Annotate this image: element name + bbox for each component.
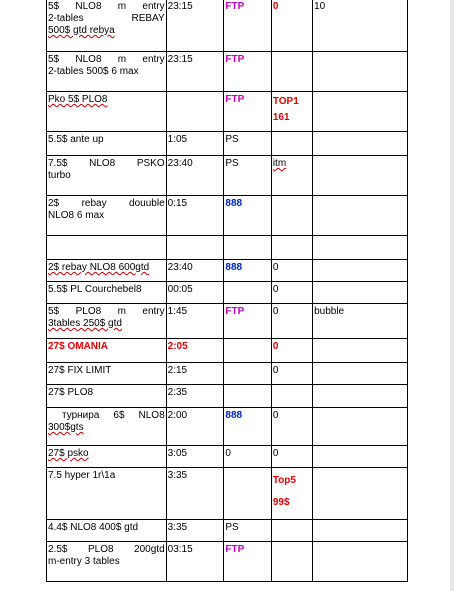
cell-text: 99$ [272, 497, 290, 508]
cell-text: 27$ FIX LIMIT [48, 365, 112, 376]
table-cell-site[interactable] [224, 363, 271, 385]
table-cell-tournament[interactable] [47, 385, 167, 408]
table-cell-site[interactable]: PS [224, 156, 271, 196]
table-cell-time[interactable]: 23:40 [166, 260, 224, 282]
table-cell-result[interactable]: 0 [271, 339, 312, 363]
table-cell-tournament[interactable] [47, 282, 167, 304]
table-cell-tournament[interactable] [47, 446, 167, 468]
cell-text: 2$ rebay douuble [48, 198, 165, 209]
table-cell-note[interactable] [313, 132, 408, 156]
table-cell-time[interactable]: 23:15 [166, 0, 224, 52]
table-cell-site[interactable]: 888 [224, 408, 271, 446]
table-cell-result[interactable] [271, 542, 312, 582]
table-cell-result[interactable]: 0 [271, 0, 312, 52]
table-row [47, 408, 408, 446]
table-cell-result[interactable] [271, 92, 312, 132]
table-row [47, 304, 408, 339]
table-cell-note[interactable] [313, 282, 408, 304]
cell-text: 161 [272, 112, 290, 123]
table-cell-tournament[interactable] [47, 0, 167, 52]
table-cell-result[interactable] [271, 132, 312, 156]
table-row [47, 446, 408, 468]
table-cell-tournament[interactable] [47, 339, 167, 363]
cell-text: Pko 5$ PLO8 [48, 94, 108, 105]
table-cell-note[interactable] [313, 92, 408, 132]
window-edge [450, 0, 454, 591]
table-row [47, 156, 408, 196]
table-row [47, 196, 408, 236]
table-row [47, 468, 408, 520]
table-cell-result[interactable] [271, 156, 312, 196]
table-cell-note[interactable] [313, 542, 408, 582]
table-cell-tournament[interactable] [47, 468, 167, 520]
cell-text: 5.5$ ante up [48, 134, 104, 145]
table-cell-site[interactable]: PS [224, 520, 271, 542]
table-cell-note[interactable] [313, 468, 408, 520]
table-cell-result[interactable]: 0 [271, 446, 312, 468]
table-cell-time[interactable]: 2:15 [166, 363, 224, 385]
cell-text: Top5 [272, 475, 296, 486]
cell-text: 2.5$ PLO8 200gtd [48, 544, 165, 555]
table-cell-note[interactable]: bubble [313, 304, 408, 339]
cell-text: 4.4$ NLO8 400$ gtd [48, 522, 139, 533]
table-cell-note[interactable]: 10 [313, 0, 408, 52]
table-cell-note[interactable] [313, 260, 408, 282]
cell-text: 300$gts [48, 422, 84, 433]
table-cell-site[interactable]: FTP [224, 542, 271, 582]
table-cell-time[interactable]: 2:00 [166, 408, 224, 446]
table-cell-result[interactable]: 0 [271, 282, 312, 304]
table-cell-result[interactable] [271, 196, 312, 236]
table-cell-time[interactable]: 23:15 [166, 52, 224, 92]
table-cell-time[interactable]: 23:40 [166, 156, 224, 196]
table-cell-time[interactable]: 3:35 [166, 520, 224, 542]
table-row [47, 520, 408, 542]
table-cell-result[interactable] [271, 520, 312, 542]
table-cell-site[interactable]: FTP [224, 92, 271, 132]
table-cell-site[interactable]: FTP [224, 52, 271, 92]
table-cell-tournament[interactable] [47, 92, 167, 132]
table-row [47, 260, 408, 282]
table-cell-note[interactable] [313, 363, 408, 385]
table-row [47, 542, 408, 582]
cell-text: 2-tables REBAY [48, 13, 165, 24]
cell-text: TOP1 [272, 96, 299, 107]
table-cell-site[interactable]: 888 [224, 260, 271, 282]
table-cell-tournament[interactable] [47, 408, 167, 446]
table-cell-tournament[interactable] [47, 363, 167, 385]
cell-text: itm [272, 158, 287, 169]
table-cell-tournament[interactable] [47, 52, 167, 92]
table-cell-tournament[interactable] [47, 196, 167, 236]
table-cell-site[interactable]: PS [224, 132, 271, 156]
cell-text: 27$ PLO8 [48, 387, 94, 398]
table-row [47, 52, 408, 92]
table-cell-note[interactable] [313, 520, 408, 542]
cell-text: 7.5 hyper 1r\1a [48, 470, 116, 481]
table-cell-result[interactable]: 0 [271, 260, 312, 282]
table-cell-time[interactable]: 2:35 [166, 385, 224, 408]
table-cell-result[interactable] [271, 52, 312, 92]
table-cell-tournament[interactable] [47, 542, 167, 582]
table-cell-note[interactable] [313, 446, 408, 468]
table-cell-result[interactable]: 0 [271, 363, 312, 385]
table-cell-time[interactable]: 1:45 [166, 304, 224, 339]
table-cell-site[interactable]: 888 [224, 196, 271, 236]
table-cell-tournament[interactable] [47, 304, 167, 339]
table-cell-site[interactable]: 0 [224, 446, 271, 468]
table-cell-result[interactable]: 0 [271, 408, 312, 446]
cell-text: 2-tables 500$ 6 max [48, 66, 139, 77]
table-cell-note[interactable] [313, 236, 408, 260]
cell-text: 7.5$ NLO8 PSKO [48, 158, 165, 169]
table-cell-note[interactable] [313, 196, 408, 236]
table-row [47, 0, 408, 52]
cell-text: 5$ NLO8 m entry [48, 54, 165, 65]
cell-text: 3tables 250$ gtd [48, 318, 122, 329]
table-cell-site[interactable] [224, 236, 271, 260]
table-cell-tournament[interactable] [47, 156, 167, 196]
table-cell-tournament[interactable] [47, 260, 167, 282]
table-row [47, 339, 408, 363]
table-cell-result[interactable] [271, 236, 312, 260]
table-cell-note[interactable] [313, 385, 408, 408]
document-table [46, 0, 408, 582]
table-cell-tournament[interactable] [47, 132, 167, 156]
table-cell-site[interactable] [224, 385, 271, 408]
table-cell-site[interactable]: FTP [224, 304, 271, 339]
cell-text: 27$ OMANIA [48, 341, 109, 352]
cell-text: m-entry 3 tables [48, 556, 120, 567]
table-cell-note[interactable] [313, 339, 408, 363]
table-cell-time[interactable]: 2:05 [166, 339, 224, 363]
table-cell-time[interactable]: 00:05 [166, 282, 224, 304]
table-cell-time[interactable] [166, 92, 224, 132]
cell-text: 5$ PLO8 m entry [48, 306, 165, 317]
table-cell-note[interactable] [313, 52, 408, 92]
table-cell-site[interactable] [224, 282, 271, 304]
cell-text: NLO8 6 max [48, 210, 105, 221]
cell-text: 5.5$ PL Courchebel8 [48, 284, 142, 295]
table-row [47, 282, 408, 304]
cell-text: турнира 6$ NLO8 [48, 410, 165, 421]
cell-text: turbo [48, 170, 71, 181]
cell-text: 27$ psko [48, 448, 89, 459]
table-row [47, 236, 408, 260]
cell-text: 500$ gtd rebya [48, 25, 115, 36]
cell-text: 2$ rebay NLO8 600gtd [48, 262, 150, 273]
table-cell-result[interactable]: 0 [271, 304, 312, 339]
table-cell-site[interactable] [224, 339, 271, 363]
table-cell-tournament[interactable] [47, 520, 167, 542]
table-cell-time[interactable]: 03:15 [166, 542, 224, 582]
table-cell-note[interactable] [313, 156, 408, 196]
table-cell-time[interactable]: 3:05 [166, 446, 224, 468]
table-row [47, 92, 408, 132]
table-cell-site[interactable] [224, 468, 271, 520]
table-row [47, 385, 408, 408]
table-cell-result[interactable] [271, 468, 312, 520]
table-cell-site[interactable]: FTP [224, 0, 271, 52]
table-cell-time[interactable]: 0:15 [166, 196, 224, 236]
table-cell-time[interactable] [166, 236, 224, 260]
table-cell-result[interactable] [271, 385, 312, 408]
table-row [47, 363, 408, 385]
table-cell-time[interactable]: 3:35 [166, 468, 224, 520]
table-cell-note[interactable] [313, 408, 408, 446]
table-cell-time[interactable]: 1:05 [166, 132, 224, 156]
cell-text: 5$ NLO8 m entry [48, 1, 165, 12]
table-row [47, 132, 408, 156]
table-cell-tournament[interactable] [47, 236, 167, 260]
